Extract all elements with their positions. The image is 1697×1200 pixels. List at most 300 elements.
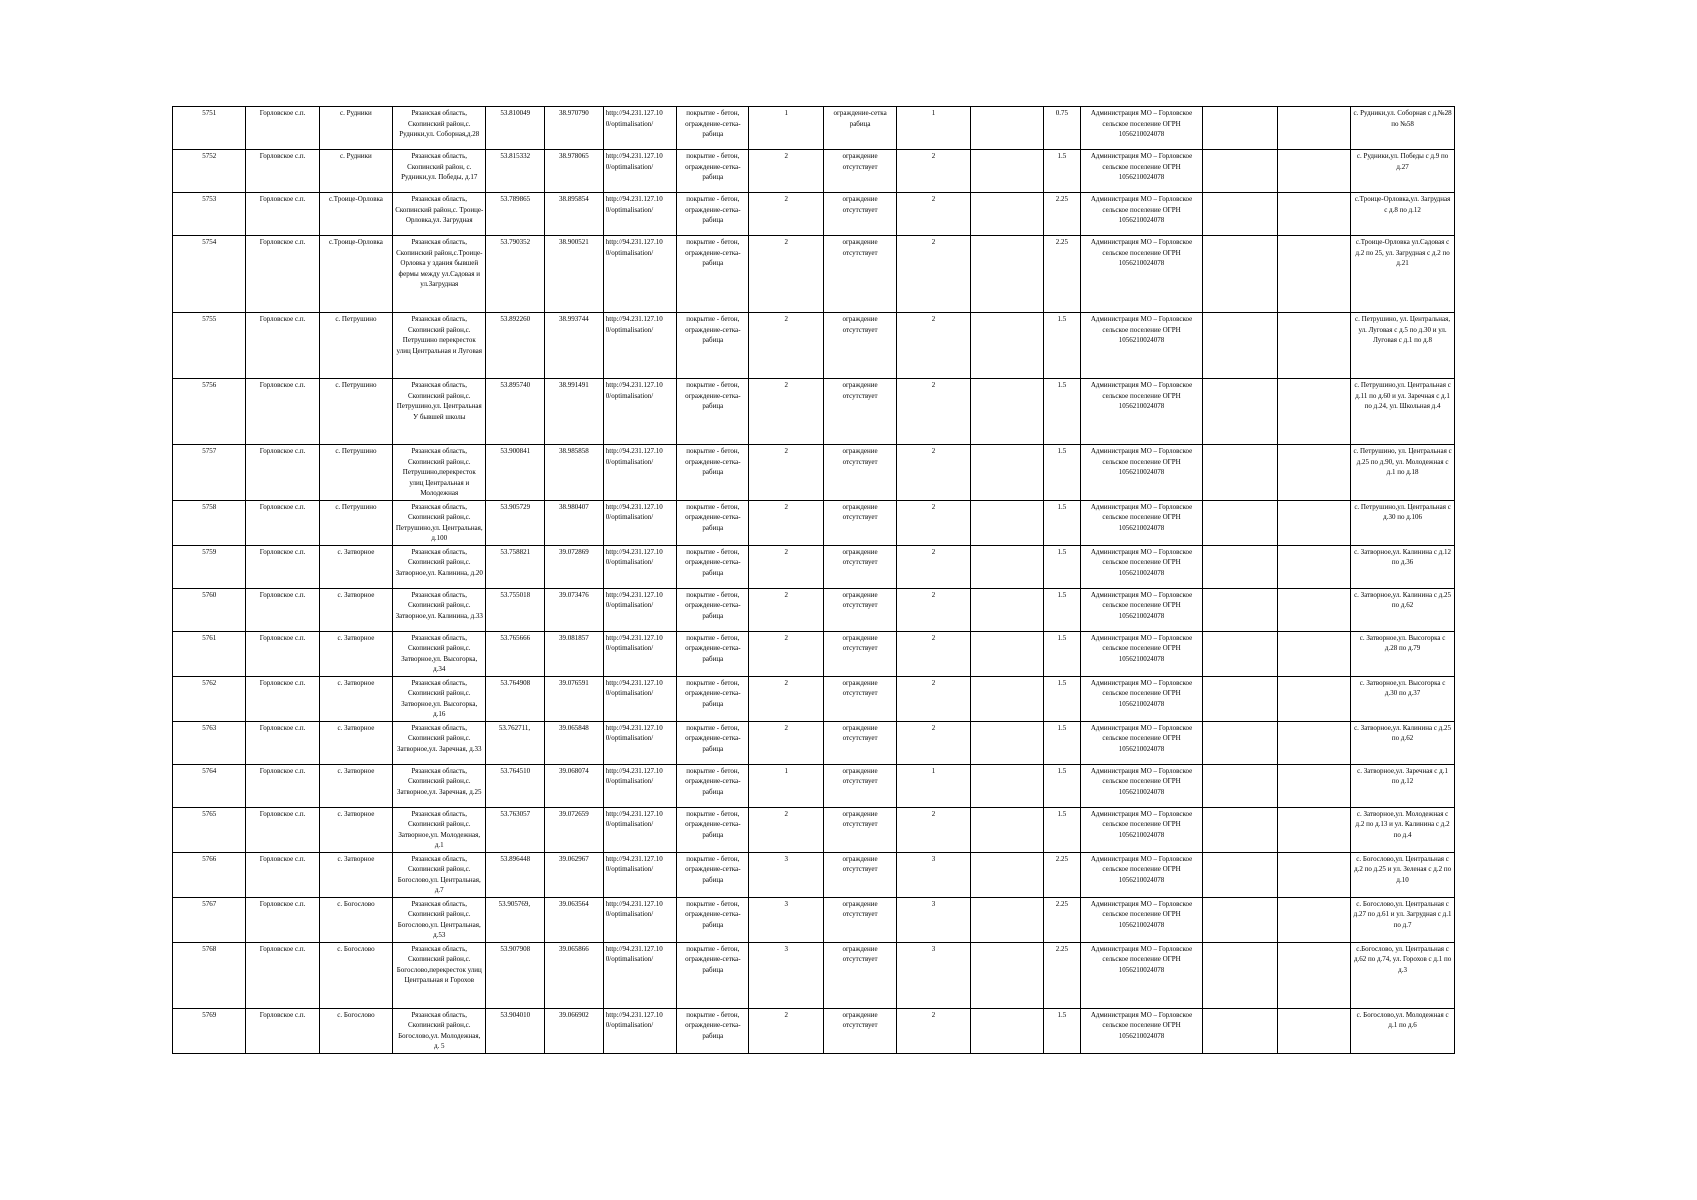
owner-cell: Администрация МО – Горловское сельское поселение ОГРН 1056210024078 xyxy=(1080,721,1203,764)
url-cell: http://94.231.127.10 0/optimalisation/ xyxy=(603,379,676,445)
url-cell: http://94.231.127.10 0/optimalisation/ xyxy=(603,236,676,313)
latitude-cell: 53.763057 xyxy=(486,807,545,852)
url-cell: http://94.231.127.10 0/optimalisation/ xyxy=(603,721,676,764)
empty-cell xyxy=(970,379,1043,445)
owner-cell: Администрация МО – Горловское сельское поселение ОГРН 1056210024078 xyxy=(1080,193,1203,236)
area-cell: 1.5 xyxy=(1044,379,1081,445)
record-number: 5764 xyxy=(173,764,246,807)
fence-cell: ограждение отсутствует xyxy=(823,897,896,942)
owner-cell: Администрация МО – Горловское сельское поселение ОГРН 1056210024078 xyxy=(1080,1008,1203,1053)
locality-cell: с. Рудники xyxy=(319,150,392,193)
address-cell: Рязанская область, Скопинский район,с. Затворное,ул. Молодежная, д.1 xyxy=(393,807,486,852)
empty-cell xyxy=(970,150,1043,193)
owner-cell: Администрация МО – Горловское сельское поселение ОГРН 1056210024078 xyxy=(1080,107,1203,150)
empty-cell xyxy=(1203,150,1277,193)
table-row xyxy=(173,545,1455,588)
record-number: 5761 xyxy=(173,631,246,676)
empty-cell xyxy=(1203,379,1277,445)
empty-cell xyxy=(1203,852,1277,897)
longitude-cell: 38.993744 xyxy=(545,313,604,379)
settlement-cell: Горловское с.п. xyxy=(246,764,319,807)
container-count-2-cell: 2 xyxy=(897,545,970,588)
waste-source-cell: с. Петрушино, ул. Центральная, ул. Луговая с д.5 по д.30 и ул. Луговая с д.1 по д.8 xyxy=(1351,313,1455,379)
fence-cell: ограждение отсутствует xyxy=(823,852,896,897)
empty-cell xyxy=(1277,588,1350,631)
owner-cell: Администрация МО – Горловское сельское поселение ОГРН 1056210024078 xyxy=(1080,897,1203,942)
longitude-cell: 39.062967 xyxy=(545,852,604,897)
record-number: 5751 xyxy=(173,107,246,150)
settlement-cell: Горловское с.п. xyxy=(246,445,319,501)
owner-cell: Администрация МО – Горловское сельское поселение ОГРН 1056210024078 xyxy=(1080,500,1203,545)
area-cell: 1.5 xyxy=(1044,721,1081,764)
longitude-cell: 39.065848 xyxy=(545,721,604,764)
area-cell: 1.5 xyxy=(1044,445,1081,501)
url-cell: http://94.231.127.10 0/optimalisation/ xyxy=(603,500,676,545)
surface-cell: покрытие - бетон, ограждение-сетка-рабица xyxy=(677,588,749,631)
waste-source-cell: с. Затворное,ул. Высогорка с д.28 по д.79 xyxy=(1351,631,1455,676)
table-row xyxy=(173,852,1455,897)
empty-cell xyxy=(1277,193,1350,236)
settlement-cell: Горловское с.п. xyxy=(246,500,319,545)
area-cell: 0.75 xyxy=(1044,107,1081,150)
waste-source-cell: с. Богослово,ул. Молодежная с д.1 по д.6 xyxy=(1351,1008,1455,1053)
empty-cell xyxy=(970,764,1043,807)
surface-cell: покрытие - бетон, ограждение-сетка-рабица xyxy=(677,897,749,942)
address-cell: Рязанская область, Скопинский район,с. Богослово,перекресток улиц Центральная и Горохов xyxy=(393,942,486,1008)
latitude-cell: 53.765666 xyxy=(486,631,545,676)
locality-cell: с. Затворное xyxy=(319,807,392,852)
waste-source-cell: с.Троице-Орловка,ул. Загрудная с д.8 по д.12 xyxy=(1351,193,1455,236)
locality-cell: с. Петрушино xyxy=(319,379,392,445)
table-row xyxy=(173,379,1455,445)
table-row xyxy=(173,897,1455,942)
empty-cell xyxy=(1203,897,1277,942)
container-count-cell: 2 xyxy=(749,545,823,588)
record-number: 5768 xyxy=(173,942,246,1008)
empty-cell xyxy=(1277,1008,1350,1053)
table-row xyxy=(173,236,1455,313)
settlement-cell: Горловское с.п. xyxy=(246,313,319,379)
empty-cell xyxy=(1277,150,1350,193)
empty-cell xyxy=(1277,764,1350,807)
fence-cell: ограждение отсутствует xyxy=(823,631,896,676)
longitude-cell: 39.072869 xyxy=(545,545,604,588)
area-cell: 1.5 xyxy=(1044,545,1081,588)
settlement-cell: Горловское с.п. xyxy=(246,852,319,897)
surface-cell: покрытие - бетон, ограждение-сетка-рабица xyxy=(677,676,749,721)
table-row xyxy=(173,1008,1455,1053)
locality-cell: с.Троице-Орловка xyxy=(319,236,392,313)
table-row xyxy=(173,107,1455,150)
address-cell: Рязанская область, Скопинский район,с. Затворное,ул. Заречная, д.25 xyxy=(393,764,486,807)
container-count-cell: 3 xyxy=(749,942,823,1008)
container-count-2-cell: 3 xyxy=(897,897,970,942)
empty-cell xyxy=(1277,897,1350,942)
record-number: 5753 xyxy=(173,193,246,236)
surface-cell: покрытие - бетон, ограждение-сетка-рабица xyxy=(677,807,749,852)
empty-cell xyxy=(1203,676,1277,721)
area-cell: 2.25 xyxy=(1044,852,1081,897)
container-count-cell: 3 xyxy=(749,897,823,942)
empty-cell xyxy=(1203,942,1277,1008)
area-cell: 1.5 xyxy=(1044,807,1081,852)
table-row xyxy=(173,942,1455,1008)
latitude-cell: 53.905729 xyxy=(486,500,545,545)
record-number: 5756 xyxy=(173,379,246,445)
settlement-cell: Горловское с.п. xyxy=(246,676,319,721)
empty-cell xyxy=(1203,236,1277,313)
container-count-2-cell: 2 xyxy=(897,150,970,193)
latitude-cell: 53.904010 xyxy=(486,1008,545,1053)
address-cell: Рязанская область, Скопинский район,с. Троице-Орловка,ул. Загрудная xyxy=(393,193,486,236)
empty-cell xyxy=(1277,236,1350,313)
empty-cell xyxy=(1277,852,1350,897)
fence-cell: ограждение отсутствует xyxy=(823,1008,896,1053)
fence-cell: ограждение отсутствует xyxy=(823,942,896,1008)
url-cell: http://94.231.127.10 0/optimalisation/ xyxy=(603,107,676,150)
empty-cell xyxy=(970,852,1043,897)
surface-cell: покрытие - бетон, ограждение-сетка-рабица xyxy=(677,107,749,150)
table-row xyxy=(173,588,1455,631)
empty-cell xyxy=(1203,631,1277,676)
owner-cell: Администрация МО – Горловское сельское поселение ОГРН 1056210024078 xyxy=(1080,852,1203,897)
longitude-cell: 38.978065 xyxy=(545,150,604,193)
fence-cell: ограждение отсутствует xyxy=(823,150,896,193)
locality-cell: с. Богослово xyxy=(319,1008,392,1053)
area-cell: 1.5 xyxy=(1044,500,1081,545)
url-cell: http://94.231.127.10 0/optimalisation/ xyxy=(603,150,676,193)
longitude-cell: 38.895854 xyxy=(545,193,604,236)
waste-source-cell: с. Затворное,ул. Калинина с д.25 по д.62 xyxy=(1351,721,1455,764)
address-cell: Рязанская область, Скопинский район,с. Богослово,ул. Центральная, д.7 xyxy=(393,852,486,897)
container-count-cell: 2 xyxy=(749,150,823,193)
table-row xyxy=(173,500,1455,545)
container-count-2-cell: 3 xyxy=(897,942,970,1008)
owner-cell: Администрация МО – Горловское сельское поселение ОГРН 1056210024078 xyxy=(1080,313,1203,379)
settlement-cell: Горловское с.п. xyxy=(246,545,319,588)
empty-cell xyxy=(1277,631,1350,676)
empty-cell xyxy=(970,236,1043,313)
latitude-cell: 53.905769, xyxy=(486,897,545,942)
empty-cell xyxy=(1277,313,1350,379)
surface-cell: покрытие - бетон, ограждение-сетка-рабица xyxy=(677,942,749,1008)
empty-cell xyxy=(970,631,1043,676)
empty-cell xyxy=(970,588,1043,631)
empty-cell xyxy=(1203,588,1277,631)
latitude-cell: 53.755018 xyxy=(486,588,545,631)
area-cell: 1.5 xyxy=(1044,676,1081,721)
area-cell: 1.5 xyxy=(1044,588,1081,631)
table-row xyxy=(173,445,1455,501)
record-number: 5755 xyxy=(173,313,246,379)
url-cell: http://94.231.127.10 0/optimalisation/ xyxy=(603,676,676,721)
settlement-cell: Горловское с.п. xyxy=(246,236,319,313)
surface-cell: покрытие - бетон, ограждение-сетка-рабица xyxy=(677,379,749,445)
empty-cell xyxy=(970,107,1043,150)
empty-cell xyxy=(970,193,1043,236)
area-cell: 2.25 xyxy=(1044,236,1081,313)
empty-cell xyxy=(1277,445,1350,501)
waste-source-cell: с. Богослово,ул. Центральная с д.2 по д.25 и ул. Зеленая с д.2 по д.10 xyxy=(1351,852,1455,897)
container-count-cell: 2 xyxy=(749,193,823,236)
fence-cell: ограждение отсутствует xyxy=(823,721,896,764)
waste-source-cell: с. Рудники,ул. Соборная с д.№28 по №58 xyxy=(1351,107,1455,150)
area-cell: 1.5 xyxy=(1044,150,1081,193)
record-number: 5758 xyxy=(173,500,246,545)
container-count-cell: 2 xyxy=(749,721,823,764)
url-cell: http://94.231.127.10 0/optimalisation/ xyxy=(603,764,676,807)
latitude-cell: 53.789865 xyxy=(486,193,545,236)
address-cell: Рязанская область, Скопинский район,с. Богослово,ул. Центральная, д.53 xyxy=(393,897,486,942)
locality-cell: с. Петрушино xyxy=(319,313,392,379)
container-count-2-cell: 2 xyxy=(897,807,970,852)
address-cell: Рязанская область, Скопинский район,с. Петрушино,ул. Центральная, д.100 xyxy=(393,500,486,545)
empty-cell xyxy=(1203,545,1277,588)
waste-source-cell: с. Богослово,ул. Центральная с д.27 по д.61 и ул. Загрудная с д.1 по д.7 xyxy=(1351,897,1455,942)
surface-cell: покрытие - бетон, ограждение-сетка-рабица xyxy=(677,631,749,676)
latitude-cell: 53.810049 xyxy=(486,107,545,150)
container-count-cell: 3 xyxy=(749,852,823,897)
latitude-cell: 53.900841 xyxy=(486,445,545,501)
container-count-cell: 2 xyxy=(749,445,823,501)
registry-table xyxy=(172,106,1455,1054)
owner-cell: Администрация МО – Горловское сельское поселение ОГРН 1056210024078 xyxy=(1080,545,1203,588)
container-count-2-cell: 2 xyxy=(897,631,970,676)
empty-cell xyxy=(970,897,1043,942)
locality-cell: с. Петрушино xyxy=(319,500,392,545)
locality-cell: с. Богослово xyxy=(319,942,392,1008)
settlement-cell: Горловское с.п. xyxy=(246,588,319,631)
waste-source-cell: с.Троице-Орловка ул.Садовая с д.2 по 25, ул. Загрудная с д.2 по д.21 xyxy=(1351,236,1455,313)
fence-cell: ограждение отсутствует xyxy=(823,379,896,445)
waste-source-cell: с. Петрушино,ул. Центральная с д.30 по д.106 xyxy=(1351,500,1455,545)
longitude-cell: 39.076591 xyxy=(545,676,604,721)
address-cell: Рязанская область, Скопинский район,с. Затворное,ул. Калинина, д.20 xyxy=(393,545,486,588)
container-count-2-cell: 2 xyxy=(897,1008,970,1053)
settlement-cell: Горловское с.п. xyxy=(246,807,319,852)
container-count-2-cell: 2 xyxy=(897,193,970,236)
registry-body xyxy=(173,107,1455,1054)
settlement-cell: Горловское с.п. xyxy=(246,897,319,942)
container-count-2-cell: 2 xyxy=(897,236,970,313)
locality-cell: с. Затворное xyxy=(319,721,392,764)
empty-cell xyxy=(1277,721,1350,764)
record-number: 5765 xyxy=(173,807,246,852)
empty-cell xyxy=(970,445,1043,501)
fence-cell: ограждение отсутствует xyxy=(823,500,896,545)
surface-cell: покрытие - бетон, ограждение-сетка-рабица xyxy=(677,1008,749,1053)
area-cell: 1.5 xyxy=(1044,313,1081,379)
area-cell: 1.5 xyxy=(1044,631,1081,676)
latitude-cell: 53.896448 xyxy=(486,852,545,897)
waste-source-cell: с.Богослово, ул. Центральная с д.62 по д.74, ул. Горохов с д.1 по д.3 xyxy=(1351,942,1455,1008)
container-count-2-cell: 2 xyxy=(897,721,970,764)
empty-cell xyxy=(970,721,1043,764)
settlement-cell: Горловское с.п. xyxy=(246,379,319,445)
surface-cell: покрытие - бетон, ограждение-сетка-рабица xyxy=(677,193,749,236)
container-count-cell: 2 xyxy=(749,676,823,721)
container-count-2-cell: 1 xyxy=(897,107,970,150)
fence-cell: ограждение отсутствует xyxy=(823,807,896,852)
empty-cell xyxy=(970,313,1043,379)
container-count-2-cell: 2 xyxy=(897,500,970,545)
address-cell: Рязанская область, Скопинский район,с.Троице-Орловка у здания бывшей фермы между ул.Садовая и ул.Загрудная xyxy=(393,236,486,313)
record-number: 5766 xyxy=(173,852,246,897)
waste-source-cell: с. Затворное,ул. Калинина с д.12 по д.36 xyxy=(1351,545,1455,588)
url-cell: http://94.231.127.10 0/optimalisation/ xyxy=(603,807,676,852)
url-cell: http://94.231.127.10 0/optimalisation/ xyxy=(603,897,676,942)
waste-source-cell: с. Затворное,ул. Заречная с д.1 по д.12 xyxy=(1351,764,1455,807)
locality-cell: с. Затворное xyxy=(319,545,392,588)
latitude-cell: 53.907908 xyxy=(486,942,545,1008)
empty-cell xyxy=(1277,107,1350,150)
longitude-cell: 38.900521 xyxy=(545,236,604,313)
owner-cell: Администрация МО – Горловское сельское поселение ОГРН 1056210024078 xyxy=(1080,807,1203,852)
table-row xyxy=(173,721,1455,764)
table-row xyxy=(173,631,1455,676)
settlement-cell: Горловское с.п. xyxy=(246,942,319,1008)
area-cell: 2.25 xyxy=(1044,897,1081,942)
address-cell: Рязанская область, Скопинский район,с. Богослово,ул. Молодежная, д. 5 xyxy=(393,1008,486,1053)
record-number: 5769 xyxy=(173,1008,246,1053)
empty-cell xyxy=(1203,1008,1277,1053)
latitude-cell: 53.758821 xyxy=(486,545,545,588)
surface-cell: покрытие - бетон, ограждение-сетка-рабица xyxy=(677,236,749,313)
table-row xyxy=(173,764,1455,807)
record-number: 5752 xyxy=(173,150,246,193)
longitude-cell: 39.063564 xyxy=(545,897,604,942)
latitude-cell: 53.764908 xyxy=(486,676,545,721)
latitude-cell: 53.895740 xyxy=(486,379,545,445)
address-cell: Рязанская область, Скопинский район,с. Рудники,ул. Соборная,д.28 xyxy=(393,107,486,150)
container-count-cell: 2 xyxy=(749,500,823,545)
empty-cell xyxy=(1277,500,1350,545)
container-count-2-cell: 2 xyxy=(897,313,970,379)
empty-cell xyxy=(1203,764,1277,807)
owner-cell: Администрация МО – Горловское сельское поселение ОГРН 1056210024078 xyxy=(1080,379,1203,445)
container-count-cell: 2 xyxy=(749,1008,823,1053)
longitude-cell: 39.065866 xyxy=(545,942,604,1008)
area-cell: 1.5 xyxy=(1044,764,1081,807)
empty-cell xyxy=(1203,445,1277,501)
longitude-cell: 39.081857 xyxy=(545,631,604,676)
fence-cell: ограждение-сетка рабица xyxy=(823,107,896,150)
container-count-cell: 2 xyxy=(749,807,823,852)
surface-cell: покрытие - бетон, ограждение-сетка-рабица xyxy=(677,721,749,764)
url-cell: http://94.231.127.10 0/optimalisation/ xyxy=(603,193,676,236)
empty-cell xyxy=(1203,500,1277,545)
address-cell: Рязанская область, Скопинский район,с. Петрушино перекресток улиц Центральная и Луговая xyxy=(393,313,486,379)
waste-source-cell: с. Рудники,ул. Победы с д.9 по д.27 xyxy=(1351,150,1455,193)
surface-cell: покрытие - бетон, ограждение-сетка-рабица xyxy=(677,500,749,545)
empty-cell xyxy=(970,676,1043,721)
longitude-cell: 38.980407 xyxy=(545,500,604,545)
owner-cell: Администрация МО – Горловское сельское поселение ОГРН 1056210024078 xyxy=(1080,676,1203,721)
longitude-cell: 38.970790 xyxy=(545,107,604,150)
empty-cell xyxy=(970,500,1043,545)
longitude-cell: 39.072659 xyxy=(545,807,604,852)
latitude-cell: 53.762711, xyxy=(486,721,545,764)
container-count-cell: 2 xyxy=(749,631,823,676)
container-count-cell: 1 xyxy=(749,764,823,807)
record-number: 5757 xyxy=(173,445,246,501)
record-number: 5762 xyxy=(173,676,246,721)
fence-cell: ограждение отсутствует xyxy=(823,676,896,721)
container-count-2-cell: 1 xyxy=(897,764,970,807)
locality-cell: с. Богослово xyxy=(319,897,392,942)
address-cell: Рязанская область, Скопинский район,с. Затворное,ул. Заречная, д.33 xyxy=(393,721,486,764)
locality-cell: с. Рудники xyxy=(319,107,392,150)
url-cell: http://94.231.127.10 0/optimalisation/ xyxy=(603,942,676,1008)
url-cell: http://94.231.127.10 0/optimalisation/ xyxy=(603,1008,676,1053)
locality-cell: с.Троице-Орловка xyxy=(319,193,392,236)
area-cell: 2.25 xyxy=(1044,942,1081,1008)
longitude-cell: 39.066902 xyxy=(545,1008,604,1053)
address-cell: Рязанская область, Скопинский район,с. Затворное,ул. Высогорка, д.34 xyxy=(393,631,486,676)
surface-cell: покрытие - бетон, ограждение-сетка-рабица xyxy=(677,852,749,897)
record-number: 5763 xyxy=(173,721,246,764)
record-number: 5760 xyxy=(173,588,246,631)
container-count-cell: 1 xyxy=(749,107,823,150)
owner-cell: Администрация МО – Горловское сельское поселение ОГРН 1056210024078 xyxy=(1080,445,1203,501)
latitude-cell: 53.815332 xyxy=(486,150,545,193)
url-cell: http://94.231.127.10 0/optimalisation/ xyxy=(603,445,676,501)
fence-cell: ограждение отсутствует xyxy=(823,445,896,501)
owner-cell: Администрация МО – Горловское сельское поселение ОГРН 1056210024078 xyxy=(1080,588,1203,631)
table-row xyxy=(173,150,1455,193)
empty-cell xyxy=(1203,313,1277,379)
settlement-cell: Горловское с.п. xyxy=(246,631,319,676)
empty-cell xyxy=(1203,193,1277,236)
settlement-cell: Горловское с.п. xyxy=(246,107,319,150)
owner-cell: Администрация МО – Горловское сельское поселение ОГРН 1056210024078 xyxy=(1080,764,1203,807)
locality-cell: с. Затворное xyxy=(319,588,392,631)
container-count-2-cell: 2 xyxy=(897,445,970,501)
container-count-cell: 2 xyxy=(749,379,823,445)
empty-cell xyxy=(1277,545,1350,588)
url-cell: http://94.231.127.10 0/optimalisation/ xyxy=(603,545,676,588)
longitude-cell: 38.991491 xyxy=(545,379,604,445)
settlement-cell: Горловское с.п. xyxy=(246,721,319,764)
surface-cell: покрытие - бетон, ограждение-сетка-рабица xyxy=(677,764,749,807)
fence-cell: ограждение отсутствует xyxy=(823,193,896,236)
empty-cell xyxy=(970,1008,1043,1053)
url-cell: http://94.231.127.10 0/optimalisation/ xyxy=(603,852,676,897)
url-cell: http://94.231.127.10 0/optimalisation/ xyxy=(603,588,676,631)
record-number: 5767 xyxy=(173,897,246,942)
fence-cell: ограждение отсутствует xyxy=(823,588,896,631)
url-cell: http://94.231.127.10 0/optimalisation/ xyxy=(603,313,676,379)
container-count-2-cell: 2 xyxy=(897,588,970,631)
owner-cell: Администрация МО – Горловское сельское поселение ОГРН 1056210024078 xyxy=(1080,150,1203,193)
locality-cell: с. Затворное xyxy=(319,852,392,897)
surface-cell: покрытие - бетон, ограждение-сетка-рабица xyxy=(677,445,749,501)
surface-cell: покрытие - бетон, ограждение-сетка-рабица xyxy=(677,545,749,588)
owner-cell: Администрация МО – Горловское сельское поселение ОГРН 1056210024078 xyxy=(1080,236,1203,313)
locality-cell: с. Петрушино xyxy=(319,445,392,501)
settlement-cell: Горловское с.п. xyxy=(246,150,319,193)
waste-source-cell: с. Затворное,ул. Калинина с д.25 по д.62 xyxy=(1351,588,1455,631)
fence-cell: ограждение отсутствует xyxy=(823,764,896,807)
owner-cell: Администрация МО – Горловское сельское поселение ОГРН 1056210024078 xyxy=(1080,942,1203,1008)
container-count-cell: 2 xyxy=(749,313,823,379)
fence-cell: ограждение отсутствует xyxy=(823,236,896,313)
owner-cell: Администрация МО – Горловское сельское поселение ОГРН 1056210024078 xyxy=(1080,631,1203,676)
empty-cell xyxy=(970,807,1043,852)
address-cell: Рязанская область, Скопинский район,с. Петрушино,ул. Центральная У бывшей школы xyxy=(393,379,486,445)
container-count-cell: 2 xyxy=(749,236,823,313)
empty-cell xyxy=(1277,676,1350,721)
